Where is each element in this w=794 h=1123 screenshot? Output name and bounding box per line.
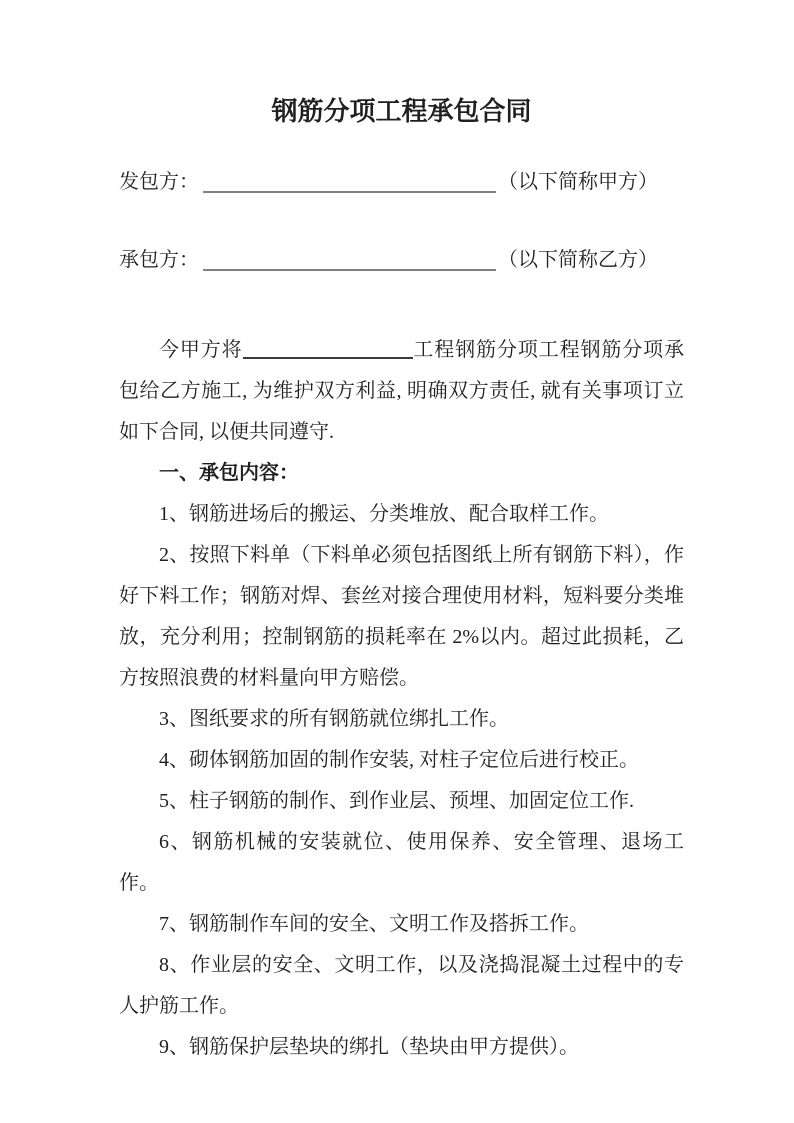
- contract-item: 9、钢筋保护层垫块的绑扎（垫块由甲方提供）。: [159, 1036, 579, 1058]
- contract-item: 8、作业层的安全、文明工作，以及浇捣混凝土过程中的专人护筋工作。: [119, 954, 684, 1017]
- intro-text-before-blank: 今甲方将: [159, 339, 243, 361]
- party-a-blank-line: [203, 191, 496, 193]
- section-heading: 一、承包内容：: [159, 462, 299, 484]
- party-b-blank-line: [203, 269, 496, 271]
- party-a-label: 发包方：: [119, 171, 199, 193]
- contract-item: 5、柱子钢筋的制作、到作业层、预埋、加固定位工作.: [159, 790, 634, 812]
- party-b-row: [119, 246, 684, 274]
- contract-item: 2、按照下料单（下料单必须包括图纸上所有钢筋下料），作好下料工作；钢筋对焊、套丝对接合理使用材料，短料要分类堆放，充分利用；控制钢筋的损耗率在 2%以内。超过此损耗，乙方按照浪费的材料量向甲方赔偿。: [119, 544, 684, 689]
- contract-item: 7、钢筋制作车间的安全、文明工作及搭拆工作。: [159, 913, 589, 935]
- intro-blank-line: [243, 357, 413, 359]
- contract-item: 1、钢筋进场后的搬运、分类堆放、配合取样工作。: [159, 503, 609, 525]
- contract-item: 3、图纸要求的所有钢筋就位绑扎工作。: [159, 708, 509, 730]
- contract-item: 6、钢筋机械的安装就位、使用保养、安全管理、退场工作。: [119, 831, 684, 894]
- party-b-note: （以下简称乙方）: [498, 249, 658, 271]
- contract-item: 4、砌体钢筋加固的制作安装, 对柱子定位后进行校正。: [159, 749, 639, 771]
- intro-paragraph: [119, 330, 684, 453]
- intro-text-after-blank: 工程钢筋分项工程钢筋分项承包给乙方施工, 为维护双方利益, 明确双方责任, 就有关事项订立如下合同, 以便共同遵守.: [119, 339, 685, 443]
- party-b-label: 承包方：: [119, 249, 199, 271]
- document-title: 钢筋分项工程承包合同: [271, 97, 532, 126]
- party-a-note: （以下简称甲方）: [498, 171, 658, 193]
- party-a-row: [119, 168, 684, 196]
